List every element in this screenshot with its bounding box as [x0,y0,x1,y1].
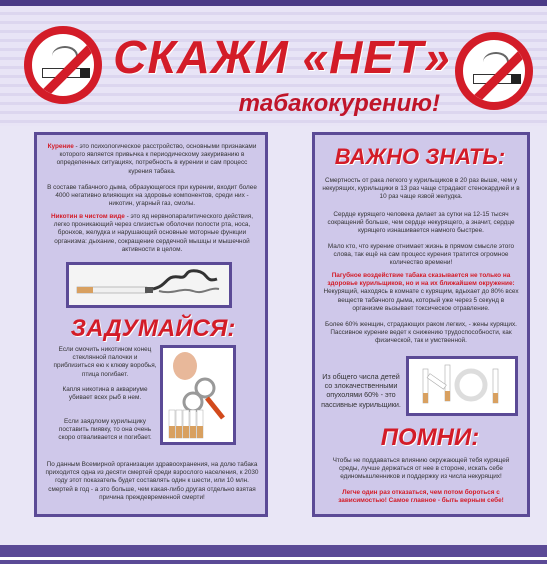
fact-sparrow: Если смочить никотином конец стеклянной палочки и приблизиться ею к клюву воробья, птица погибает. [53,346,157,378]
paragraph-passive-smoking [322,272,520,313]
paragraph-smoking-definition [45,143,259,176]
cigarette-smoke-image [66,262,232,308]
paragraph-stay-away: Чтобы не поддаваться влиянию окружающей тебя курящей среды, лучше держаться от нее в стороне, искать себе единомышленников и поддержку из числа некурящих! [332,457,510,481]
passive-smoking-warning: Пагубное воздействие табака сказывается не только на здоровье курильщиков, но и на их ближайшем окружение: [327,272,515,288]
paragraph-heart: Сердце курящего человека делает за сутки на 12-15 тысяч сокращений больше, чем сердце некурящего, а значит, сердце курящего изнашивается намного быстрее. [327,211,515,235]
no-smoking-icon [455,32,533,110]
paragraph-smoke-composition: В составе табачного дыма, образующегося при курении, входит более 4000 негативно влияющих на здоровье компонентов, среди них - никотин, угарный газ, смолы. [47,184,257,208]
handcuffed-cigarettes-image [160,345,236,445]
text-smoking: - это психологическое расстройство, основными признаками которого является привычка к периодическому закуриванию в определенных ситуациях, потребность в курении и сам процесс курения табака. [56,143,257,175]
page-subtitle: табакокурению! [238,90,440,117]
page-title: СКАЖИ «НЕТ» [113,31,451,83]
cigarettes-no-image [406,356,518,416]
paragraph-children: Из общего числа детей со злокачественными опухолями 60% - это пассивные курильщики. [321,372,401,409]
text-nicotine: - это яд нервнопаралитического действия, легко проникающий через слизистые оболочки полости рта, носа, бронхов, желудка и нарушающий основные моторные функции организма: дыхание, сокращение сердечной мышцы и мышечной активности в целом. [53,213,254,253]
fact-leech: Если заядлому курильщику поставить пиявку, то она очень скоро отваливается и погибает. [58,418,152,442]
paragraph-lung-cancer: Смертность от рака легкого у курильщиков в 20 раз выше, чем у некурящих, курильщики в 13 раз чаще страдают стенокардией и в 10 раз чаще язвой желудка. [322,177,520,201]
no-smoking-icon [24,26,102,104]
think-heading: ЗАДУМАЙСЯ: [70,315,236,342]
paragraph-women: Более 60% женщин, страдающих раком легких, - жены курящих. Пассивное курение ведет к снижению трудоспособности, как физической, так и умственной. [325,321,517,345]
bottom-band [0,545,547,570]
paragraph-quit-once: Легче один раз отказаться, чем потом бороться с зависимостью! Самое главное - быть верным себе! [338,489,504,505]
term-smoking: Курение [47,143,74,150]
remember-heading: ПОМНИ: [380,424,480,451]
important-heading: ВАЖНО ЗНАТЬ: [334,144,506,169]
who-statistics: По данным Всемирной организации здравоохранения, на долю табака приходится одна из десяти смертей среди взрослого населения, к 2030 году этот показатель будет составлять один к шести, или 10 млн. смертей в год - а это больше, чем какая-либо другая отдельно взятая причина преждевременной смерти! [45,461,259,501]
passive-smoking-text: Некурящий, находясь в комнате с курящим, вдыхает до 80% всех веществ табачного дыма, который уже через 5 секунд в организме вызывает токсическое отравление. [323,288,519,312]
paragraph-nicotine [45,213,259,254]
term-nicotine: Никотин в чистом виде [50,213,125,220]
fact-aquarium: Капля никотина в аквариуме убивает всех рыб в нем. [62,386,148,402]
paragraph-time: Мало кто, что курение отнимает жизнь в прямом смысле этого слова, так ещё на сам процесс курения тратится огромное количество времени! [327,243,515,267]
